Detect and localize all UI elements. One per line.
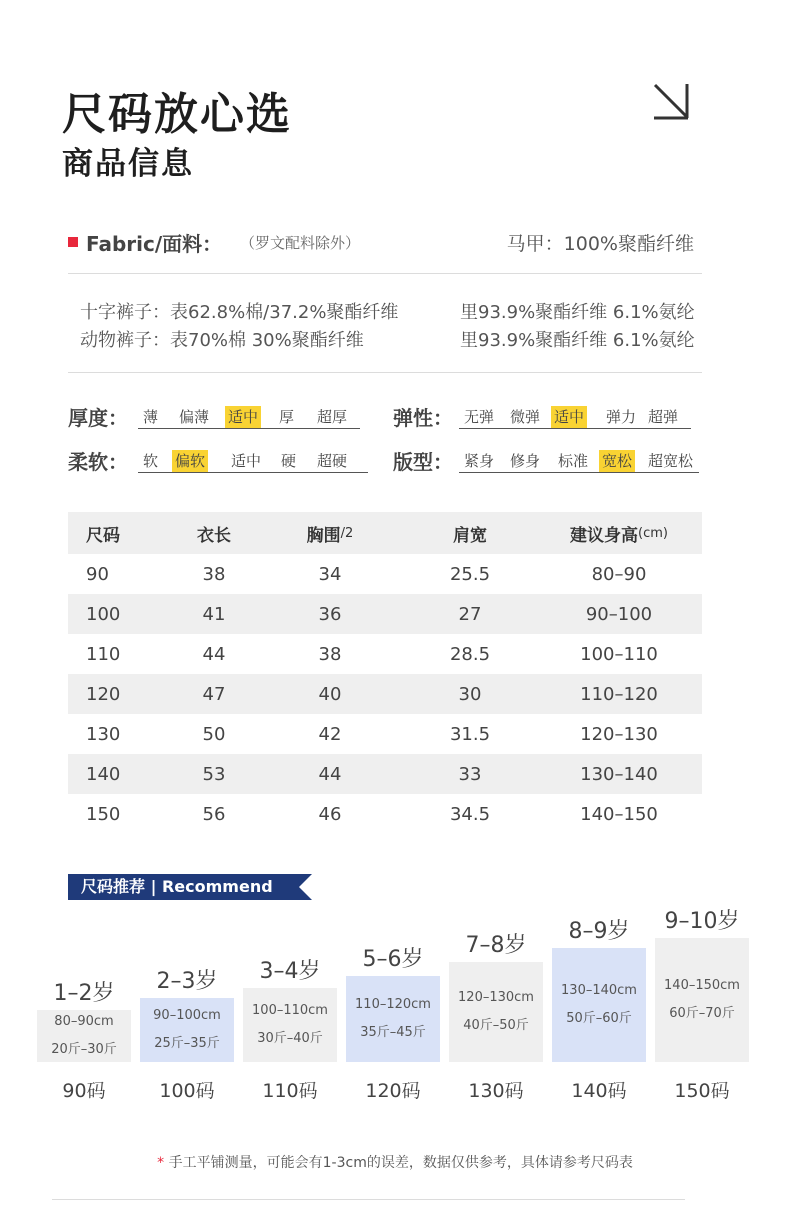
recommend-box (655, 938, 749, 1062)
recommend-box (37, 1010, 131, 1062)
attribute-option: 超硬 (317, 452, 348, 470)
vest-material: 马甲：100%聚酯纤维 (506, 233, 694, 255)
table-cell: 34 (318, 563, 342, 585)
table-cell: 47 (202, 683, 226, 705)
table-cell: 56 (202, 803, 226, 825)
attribute-option: 超弹 (648, 408, 679, 426)
recommend-box (552, 948, 646, 1062)
recommend-age: 2–3岁 (156, 969, 218, 994)
recommend-weight: 25斤–35斤 (154, 1036, 220, 1051)
table-row (68, 594, 702, 634)
attribute-label: 厚度： (68, 406, 128, 430)
fabric-title: Fabric/面料： (86, 232, 223, 256)
table-row (68, 754, 702, 794)
attribute-option: 软 (143, 452, 159, 470)
attribute-option-selected: 适中 (225, 406, 261, 428)
header-height (554, 512, 684, 554)
arrow-down-right-icon (650, 80, 694, 124)
header-size: 尺码 (86, 525, 120, 546)
recommend-height: 110–120cm (355, 997, 431, 1012)
table-row (68, 554, 702, 594)
recommend-box (449, 962, 543, 1062)
recommend-size: 110码 (262, 1080, 318, 1102)
pants-lining-1: 里93.9%聚酯纤维 6.1%氨纶 (460, 302, 695, 323)
recommend-size: 140码 (571, 1080, 627, 1102)
table-cell: 41 (202, 603, 226, 625)
footnote-star: * (157, 1155, 165, 1171)
table-cell: 50 (202, 723, 226, 745)
attribute-option-selected: 适中 (551, 406, 587, 428)
table-row (68, 714, 702, 754)
header-chest-label: 胸围 (306, 525, 341, 546)
table-cell: 90 (86, 563, 109, 585)
table-cell: 100 (86, 603, 121, 625)
attribute-option: 偏薄 (179, 408, 210, 426)
attribute-options (459, 450, 699, 473)
attribute-option: 标准 (558, 452, 589, 470)
table-cell: 80–90 (591, 563, 647, 585)
recommend-box (346, 976, 440, 1062)
table-cell: 34.5 (449, 803, 491, 825)
table-cell: 90–100 (585, 603, 653, 625)
table-cell: 140–150 (580, 803, 658, 825)
recommend-height: 120–130cm (458, 990, 534, 1005)
page-subtitle: 商品信息 (62, 146, 194, 182)
recommend-banner-label-wrap (68, 874, 312, 900)
header-shoulder: 肩宽 (453, 525, 487, 546)
header-height-label: 建议身高 (570, 525, 639, 546)
attribute-option: 弹力 (606, 408, 637, 426)
table-cell: 33 (458, 763, 482, 785)
table-cell: 38 (202, 563, 226, 585)
recommend-age: 8–9岁 (568, 919, 630, 944)
divider (68, 372, 702, 373)
size-table (68, 512, 702, 834)
attribute-label: 弹性： (393, 406, 453, 430)
recommend-size: 120码 (365, 1080, 421, 1102)
attribute-label: 版型： (393, 450, 453, 474)
table-cell: 53 (202, 763, 226, 785)
attribute-options (138, 406, 360, 429)
fabric-note: （罗文配料除外） (240, 234, 361, 252)
fabric-row (68, 228, 702, 258)
table-cell: 110 (86, 643, 121, 665)
pants-material-2: 动物裤子：表70%棉 30%聚酯纤维 (80, 330, 364, 351)
table-cell: 40 (318, 683, 342, 705)
divider (52, 1199, 685, 1200)
divider (68, 273, 702, 274)
table-cell: 130 (86, 723, 121, 745)
recommend-box (243, 988, 337, 1062)
table-cell: 120–130 (580, 723, 658, 745)
recommend-weight: 50斤–60斤 (566, 1011, 632, 1026)
attribute-options (138, 450, 368, 473)
attribute-option: 超宽松 (648, 452, 694, 470)
recommend-size: 150码 (674, 1080, 730, 1102)
table-cell: 110–120 (580, 683, 658, 705)
header-chest-suffix: /2 (340, 525, 354, 541)
attribute-option: 硬 (281, 452, 297, 470)
attribute-option-selected: 宽松 (599, 450, 635, 472)
pants-material-1: 十字裤子：表62.8%棉/37.2%聚酯纤维 (80, 302, 399, 323)
attribute-option: 微弹 (510, 408, 541, 426)
attribute-option: 厚 (279, 408, 295, 426)
bullet-square-icon (68, 237, 78, 247)
table-cell: 42 (318, 723, 342, 745)
table-cell: 150 (86, 803, 121, 825)
table-cell: 31.5 (449, 723, 491, 745)
recommend-weight: 60斤–70斤 (669, 1006, 735, 1021)
attribute-label: 柔软： (68, 450, 128, 474)
header-length: 衣长 (197, 525, 231, 546)
attribute-option: 适中 (231, 452, 262, 470)
table-cell: 38 (318, 643, 342, 665)
table-cell: 130–140 (580, 763, 658, 785)
recommend-age: 1–2岁 (53, 981, 115, 1006)
header-chest (278, 512, 382, 554)
pants-lining-2: 里93.9%聚酯纤维 6.1%氨纶 (460, 330, 695, 351)
table-row (68, 674, 702, 714)
attribute-option-selected: 偏软 (172, 450, 208, 472)
recommend-age: 7–8岁 (465, 933, 527, 958)
recommend-height: 140–150cm (664, 978, 740, 993)
table-cell: 36 (318, 603, 342, 625)
recommend-age: 9–10岁 (664, 909, 740, 934)
attribute-option: 无弹 (464, 408, 495, 426)
recommend-height: 130–140cm (561, 983, 637, 998)
recommend-weight: 20斤–30斤 (51, 1042, 117, 1057)
recommend-age: 5–6岁 (362, 947, 424, 972)
recommend-height: 90–100cm (153, 1008, 221, 1023)
table-cell: 120 (86, 683, 121, 705)
table-cell: 44 (318, 763, 342, 785)
recommend-weight: 35斤–45斤 (360, 1025, 426, 1040)
recommend-height: 80–90cm (54, 1014, 114, 1029)
table-row (68, 794, 702, 834)
recommend-size: 90码 (62, 1080, 106, 1102)
recommend-weight: 40斤–50斤 (463, 1018, 529, 1033)
footnote (0, 1152, 790, 1172)
table-cell: 44 (202, 643, 226, 665)
attribute-option: 紧身 (464, 452, 495, 470)
recommend-size: 100码 (159, 1080, 215, 1102)
recommend-box (140, 998, 234, 1062)
table-cell: 100–110 (580, 643, 658, 665)
table-cell: 30 (458, 683, 482, 705)
table-cell: 46 (318, 803, 342, 825)
table-cell: 27 (458, 603, 482, 625)
table-cell: 140 (86, 763, 121, 785)
footnote-text: 手工平铺测量，可能会有1-3cm的误差，数据仅供参考，具体请参考尺码表 (168, 1155, 633, 1171)
table-cell: 28.5 (449, 643, 491, 665)
recommend-age: 3–4岁 (259, 959, 321, 984)
header-height-suffix: (cm) (638, 525, 668, 541)
table-cell: 25.5 (449, 563, 491, 585)
attribute-options (459, 406, 691, 429)
table-row (68, 634, 702, 674)
attribute-option: 薄 (143, 408, 159, 426)
attribute-option: 超厚 (317, 408, 348, 426)
page-title: 尺码放心选 (62, 89, 292, 140)
table-header-row (68, 512, 702, 554)
recommend-banner-label: 尺码推荐 | Recommend (81, 877, 273, 896)
recommend-height: 100–110cm (252, 1003, 328, 1018)
recommend-size: 130码 (468, 1080, 524, 1102)
recommend-weight: 30斤–40斤 (257, 1031, 323, 1046)
attribute-option: 修身 (510, 452, 541, 470)
